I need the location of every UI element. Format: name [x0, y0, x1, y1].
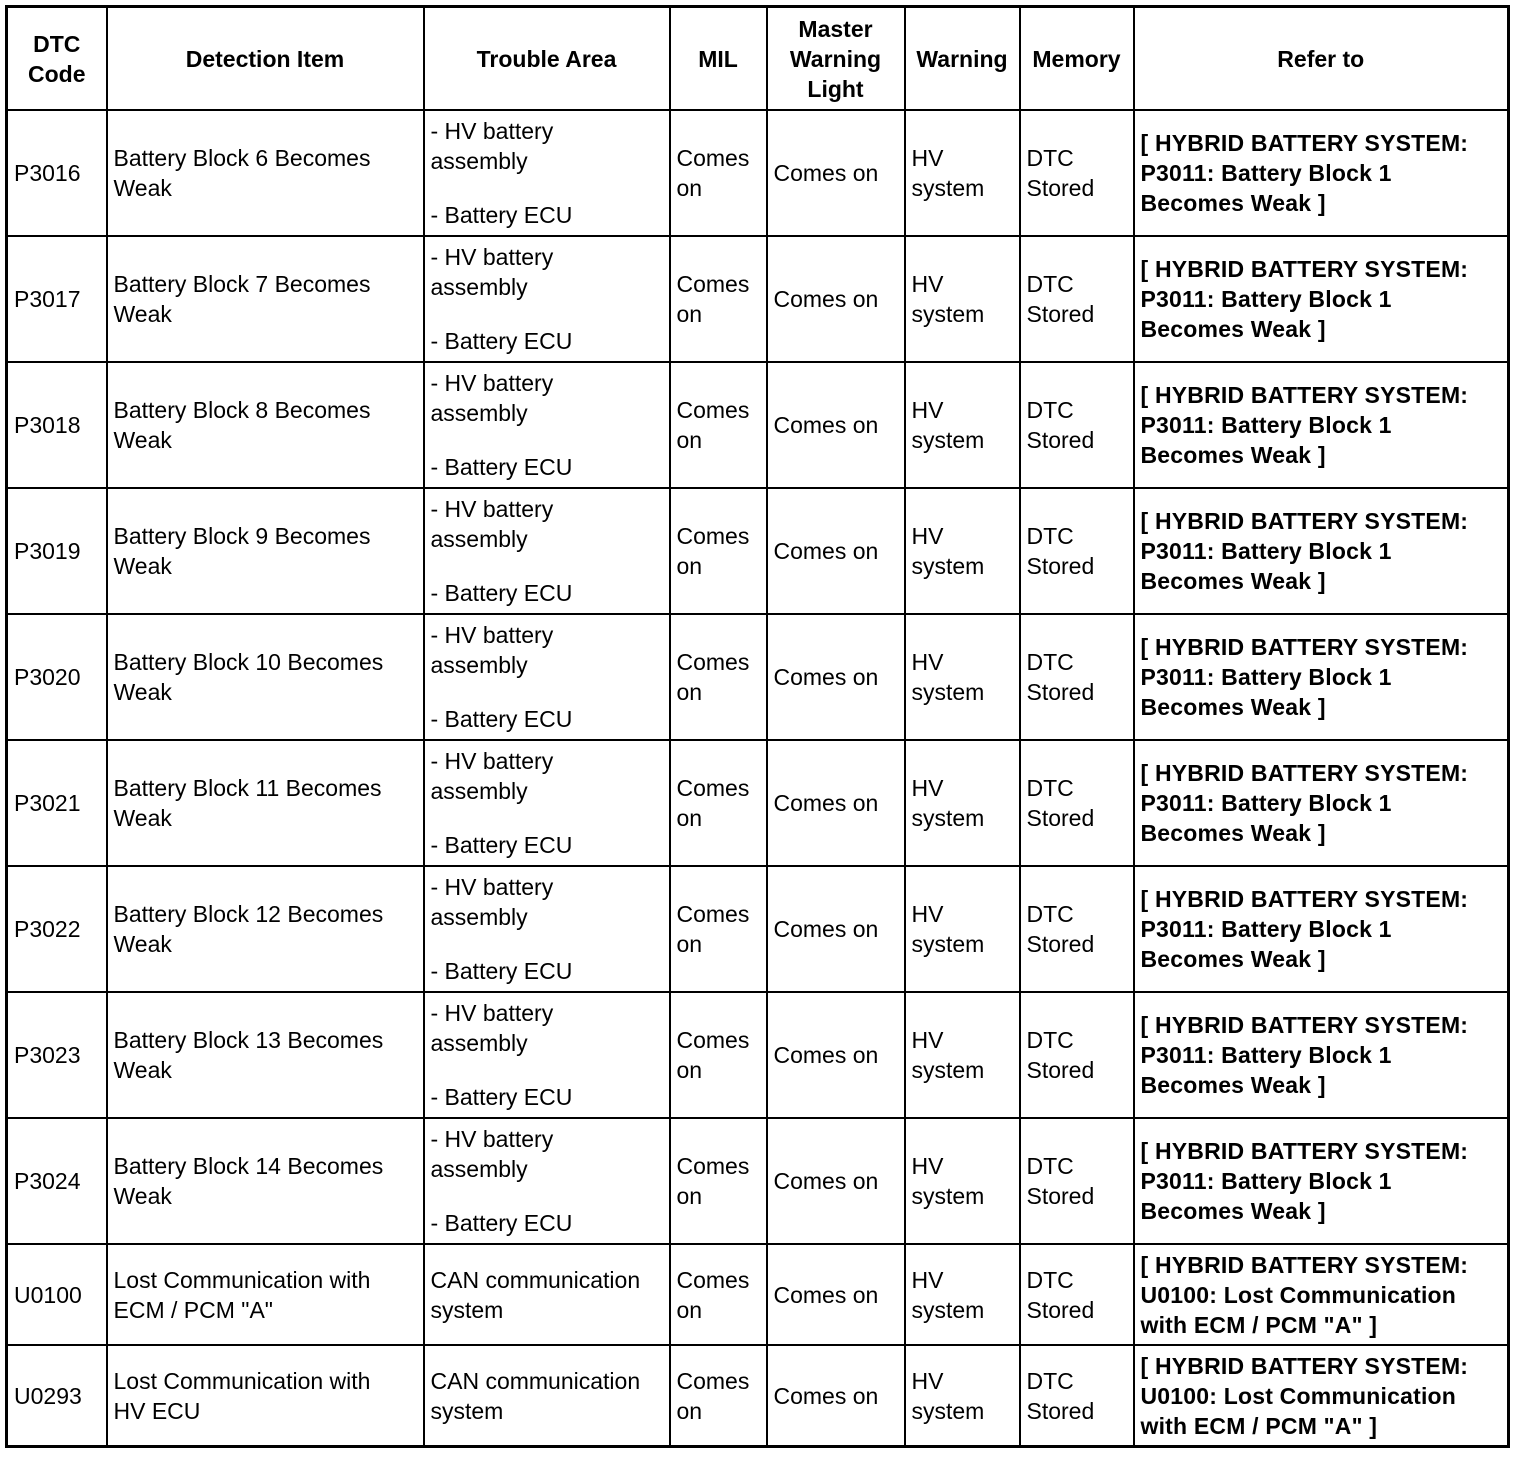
table-row: [7, 1118, 1509, 1244]
cell-mil: Comes on: [670, 992, 767, 1118]
cell-master-warning-light: Comes on: [767, 992, 905, 1118]
cell-dtc-code: P3023: [7, 992, 107, 1118]
cell-detection-item: Battery Block 9 Becomes Weak: [107, 488, 424, 614]
cell-warning: HV system: [905, 866, 1020, 992]
cell-detection-item: Battery Block 13 Becomes Weak: [107, 992, 424, 1118]
table-body: [7, 110, 1509, 1447]
cell-dtc-code: U0100: [7, 1244, 107, 1345]
cell-mil: Comes on: [670, 1345, 767, 1447]
cell-trouble-area: CAN communication system: [424, 1345, 670, 1447]
cell-memory: DTC Stored: [1020, 740, 1134, 866]
cell-mil: Comes on: [670, 1244, 767, 1345]
cell-mil: Comes on: [670, 1118, 767, 1244]
cell-master-warning-light: Comes on: [767, 1118, 905, 1244]
table-row: [7, 992, 1509, 1118]
cell-memory: DTC Stored: [1020, 1345, 1134, 1447]
cell-memory: DTC Stored: [1020, 236, 1134, 362]
cell-mil: Comes on: [670, 614, 767, 740]
table-row: [7, 740, 1509, 866]
cell-dtc-code: P3020: [7, 614, 107, 740]
cell-trouble-area: - HV battery assembly - Battery ECU: [424, 992, 670, 1118]
cell-master-warning-light: Comes on: [767, 1345, 905, 1447]
table-row: [7, 1244, 1509, 1345]
cell-refer-to: [ HYBRID BATTERY SYSTEM: U0100: Lost Communication with ECM / PCM "A" ]: [1134, 1345, 1509, 1447]
cell-refer-to: [ HYBRID BATTERY SYSTEM: P3011: Battery Block 1 Becomes Weak ]: [1134, 488, 1509, 614]
cell-trouble-area: - HV battery assembly - Battery ECU: [424, 740, 670, 866]
cell-mil: Comes on: [670, 740, 767, 866]
cell-master-warning-light: Comes on: [767, 110, 905, 236]
cell-dtc-code: P3019: [7, 488, 107, 614]
header-master-warning-light: Master Warning Light: [767, 7, 905, 111]
cell-master-warning-light: Comes on: [767, 236, 905, 362]
cell-dtc-code: U0293: [7, 1345, 107, 1447]
cell-memory: DTC Stored: [1020, 614, 1134, 740]
cell-trouble-area: - HV battery assembly - Battery ECU: [424, 614, 670, 740]
cell-detection-item: Battery Block 6 Becomes Weak: [107, 110, 424, 236]
cell-detection-item: Battery Block 11 Becomes Weak: [107, 740, 424, 866]
table-row: [7, 110, 1509, 236]
dtc-table: [5, 5, 1510, 1448]
cell-dtc-code: P3022: [7, 866, 107, 992]
table-row: [7, 236, 1509, 362]
cell-trouble-area: - HV battery assembly - Battery ECU: [424, 110, 670, 236]
cell-trouble-area: - HV battery assembly - Battery ECU: [424, 1118, 670, 1244]
cell-warning: HV system: [905, 1118, 1020, 1244]
cell-detection-item: Battery Block 14 Becomes Weak: [107, 1118, 424, 1244]
cell-refer-to: [ HYBRID BATTERY SYSTEM: P3011: Battery Block 1 Becomes Weak ]: [1134, 362, 1509, 488]
cell-master-warning-light: Comes on: [767, 740, 905, 866]
cell-dtc-code: P3016: [7, 110, 107, 236]
header-detection-item: Detection Item: [107, 7, 424, 111]
cell-detection-item: Battery Block 7 Becomes Weak: [107, 236, 424, 362]
cell-memory: DTC Stored: [1020, 1244, 1134, 1345]
table-row: [7, 866, 1509, 992]
cell-warning: HV system: [905, 614, 1020, 740]
cell-memory: DTC Stored: [1020, 110, 1134, 236]
cell-master-warning-light: Comes on: [767, 488, 905, 614]
cell-detection-item: Lost Communication with ECM / PCM "A": [107, 1244, 424, 1345]
cell-dtc-code: P3024: [7, 1118, 107, 1244]
table-row: [7, 614, 1509, 740]
cell-refer-to: [ HYBRID BATTERY SYSTEM: P3011: Battery Block 1 Becomes Weak ]: [1134, 992, 1509, 1118]
cell-master-warning-light: Comes on: [767, 866, 905, 992]
cell-mil: Comes on: [670, 236, 767, 362]
cell-detection-item: Battery Block 8 Becomes Weak: [107, 362, 424, 488]
cell-memory: DTC Stored: [1020, 866, 1134, 992]
table-row: [7, 488, 1509, 614]
header-mil: MIL: [670, 7, 767, 111]
cell-dtc-code: P3018: [7, 362, 107, 488]
cell-mil: Comes on: [670, 488, 767, 614]
cell-refer-to: [ HYBRID BATTERY SYSTEM: P3011: Battery Block 1 Becomes Weak ]: [1134, 110, 1509, 236]
cell-refer-to: [ HYBRID BATTERY SYSTEM: P3011: Battery Block 1 Becomes Weak ]: [1134, 740, 1509, 866]
cell-memory: DTC Stored: [1020, 362, 1134, 488]
cell-dtc-code: P3021: [7, 740, 107, 866]
cell-warning: HV system: [905, 1244, 1020, 1345]
header-trouble-area: Trouble Area: [424, 7, 670, 111]
cell-master-warning-light: Comes on: [767, 614, 905, 740]
header-refer-to: Refer to: [1134, 7, 1509, 111]
cell-warning: HV system: [905, 236, 1020, 362]
cell-mil: Comes on: [670, 362, 767, 488]
header-memory: Memory: [1020, 7, 1134, 111]
cell-refer-to: [ HYBRID BATTERY SYSTEM: P3011: Battery Block 1 Becomes Weak ]: [1134, 614, 1509, 740]
cell-warning: HV system: [905, 992, 1020, 1118]
cell-memory: DTC Stored: [1020, 488, 1134, 614]
header-warning: Warning: [905, 7, 1020, 111]
cell-trouble-area: - HV battery assembly - Battery ECU: [424, 236, 670, 362]
table-row: [7, 1345, 1509, 1447]
cell-mil: Comes on: [670, 110, 767, 236]
cell-refer-to: [ HYBRID BATTERY SYSTEM: P3011: Battery Block 1 Becomes Weak ]: [1134, 236, 1509, 362]
header-row: [7, 7, 1509, 111]
cell-detection-item: Lost Communication with HV ECU: [107, 1345, 424, 1447]
cell-trouble-area: CAN communication system: [424, 1244, 670, 1345]
cell-warning: HV system: [905, 1345, 1020, 1447]
cell-warning: HV system: [905, 488, 1020, 614]
cell-trouble-area: - HV battery assembly - Battery ECU: [424, 362, 670, 488]
cell-master-warning-light: Comes on: [767, 362, 905, 488]
table-row: [7, 362, 1509, 488]
cell-trouble-area: - HV battery assembly - Battery ECU: [424, 866, 670, 992]
cell-refer-to: [ HYBRID BATTERY SYSTEM: U0100: Lost Communication with ECM / PCM "A" ]: [1134, 1244, 1509, 1345]
cell-memory: DTC Stored: [1020, 1118, 1134, 1244]
cell-detection-item: Battery Block 10 Becomes Weak: [107, 614, 424, 740]
header-dtc-code: DTC Code: [7, 7, 107, 111]
cell-dtc-code: P3017: [7, 236, 107, 362]
cell-warning: HV system: [905, 362, 1020, 488]
cell-detection-item: Battery Block 12 Becomes Weak: [107, 866, 424, 992]
cell-memory: DTC Stored: [1020, 992, 1134, 1118]
cell-refer-to: [ HYBRID BATTERY SYSTEM: P3011: Battery Block 1 Becomes Weak ]: [1134, 1118, 1509, 1244]
cell-refer-to: [ HYBRID BATTERY SYSTEM: P3011: Battery Block 1 Becomes Weak ]: [1134, 866, 1509, 992]
cell-warning: HV system: [905, 110, 1020, 236]
cell-trouble-area: - HV battery assembly - Battery ECU: [424, 488, 670, 614]
cell-warning: HV system: [905, 740, 1020, 866]
cell-master-warning-light: Comes on: [767, 1244, 905, 1345]
cell-mil: Comes on: [670, 866, 767, 992]
